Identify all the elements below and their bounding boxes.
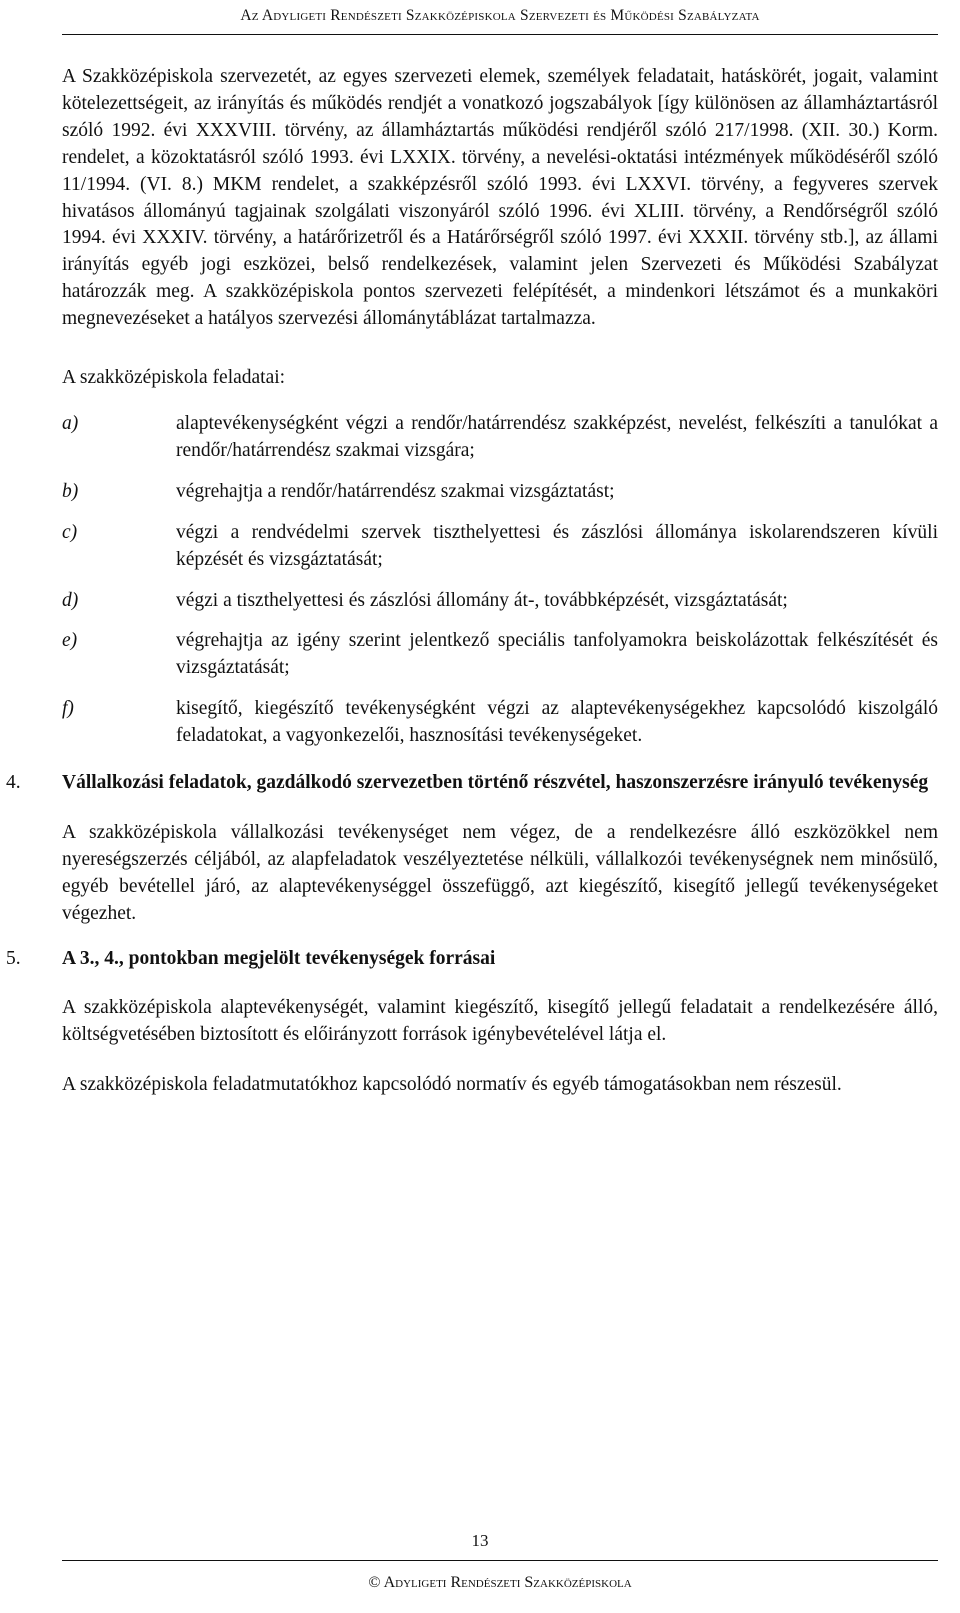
list-item-text: végrehajtja a rendőr/határrendész szakmai vizsgáztatást; [176,480,615,502]
list-item-text: alaptevékenységként végzi a rendőr/határrendész szakképzést, nevelést, felkészíti a tanulókat a rendőr/határrendész szakmai vizsgára; [176,412,938,461]
section-paragraph: A szakközépiskola alaptevékenységét, valamint kiegészítő, kisegítő jellegű feladatait a rendelkezésére álló, költségvetésében biztosított és előirányzott források igénybevételével látja el. [62,997,938,1046]
header-rule [62,34,938,35]
list-item [62,628,938,682]
list-item-text: kisegítő, kiegészítő tevékenységként végzi az alaptevékenységekhez kapcsolódó kiszolgáló feladatokat, a vagyonkezelői, hasznosítási tevékenységeket. [176,698,938,747]
page-number: 13 [471,1531,489,1550]
section-paragraph: A szakközépiskola vállalkozási tevékenységet nem végez, de a rendelkezésre álló eszközökkel nem nyereségszerzés céljából, az alapfeladatok veszélyeztetése nélküli, vállalkozói tevékenységnek nem minősülő, egyéb bevétellel járó, az alaptevékenységgel összefüggő, azt kiegészítő, kisegítő jellegű tevékenységeket végezhet. [62,821,938,924]
list-marker: f) [62,698,74,720]
list-item-text: végzi a rendvédelmi szervek tiszthelyettesi és zászlósi állománya iskolarendszeren kívüli képzését és vizsgáztatását; [176,521,938,570]
list-item [62,411,938,465]
task-list [62,411,938,750]
section-number: 4. [6,772,21,794]
list-marker: c) [62,521,78,543]
list-item [62,588,938,615]
list-marker: e) [62,630,78,652]
footer-copyright: © Adyligeti Rendészeti Szakközépiskola [368,1574,632,1591]
section-title: Vállalkozási feladatok, gazdálkodó szervezetben történő részvétel, haszonszerzésre irányuló tevékenység [62,772,929,794]
section-number: 5. [6,947,21,969]
section-4 [6,770,938,928]
list-item [62,520,938,574]
list-marker: d) [62,589,79,611]
intro-paragraph: A Szakközépiskola szervezetét, az egyes szervezeti elemek, személyek feladatait, hatáskörét, jogait, valamint kötelezettségeit, az irányítás és működés rendjét a vonatkozó jogszabályok [így különösen az államháztartásról szóló 1992. évi XXXVIII. törvény, az államháztartás működési rendjéről szóló 217/1998. (XII. 30.) Korm. rendelet, a közoktatásról szóló 1993. évi LXXIX. törvény, a nevelési-oktatási intézmények működéséről szóló 11/1994. (VI. 8.) MKM rendelet, a szakképzésről szóló 1993. évi LXXVI. törvény, a fegyveres szervek hivatásos állományú tagjainak szolgálati viszonyáról szóló 1996. évi XLIII. törvény, a Rendőrségről szóló 1994. évi XXXIV. törvény, a határőrizetről és a Határőrségről szóló 1997. évi XXXII. törvény stb.], az állami irányítás egyéb jogi eszközei, belső rendelkezések, valamint jelen Szervezeti és Működési Szabályzat határozzák meg. A szakközépiskola pontos szervezeti felépítését, a mindenkori létszámot és a munkaköri megnevezéseket a hatályos szervezési állománytáblázat tartalmazza. [62,66,938,330]
list-marker: b) [62,480,79,502]
running-header: Az Adyligeti Rendészeti Szakközépiskola Szervezeti és Működési Szabályzata [240,7,760,24]
section-title: A 3., 4., pontokban megjelölt tevékenységek forrásai [62,947,496,969]
section-paragraph: A szakközépiskola feladatmutatókhoz kapcsolódó normatív és egyéb támogatásokban nem részesül. [62,1074,842,1096]
list-item [62,696,938,750]
footer-rule [62,1560,938,1561]
list-item-text: végzi a tiszthelyettesi és zászlósi állomány át-, továbbképzését, vizsgáztatását; [176,589,788,611]
list-item [62,479,938,506]
tasks-intro: A szakközépiskola feladatai: [62,367,286,389]
section-5 [6,946,938,1100]
list-item-text: végrehajtja az igény szerint jelentkező speciális tanfolyamokra beiskolázottak felkészítését és vizsgáztatását; [176,630,938,679]
list-marker: a) [62,412,79,434]
body-text [6,64,938,1099]
